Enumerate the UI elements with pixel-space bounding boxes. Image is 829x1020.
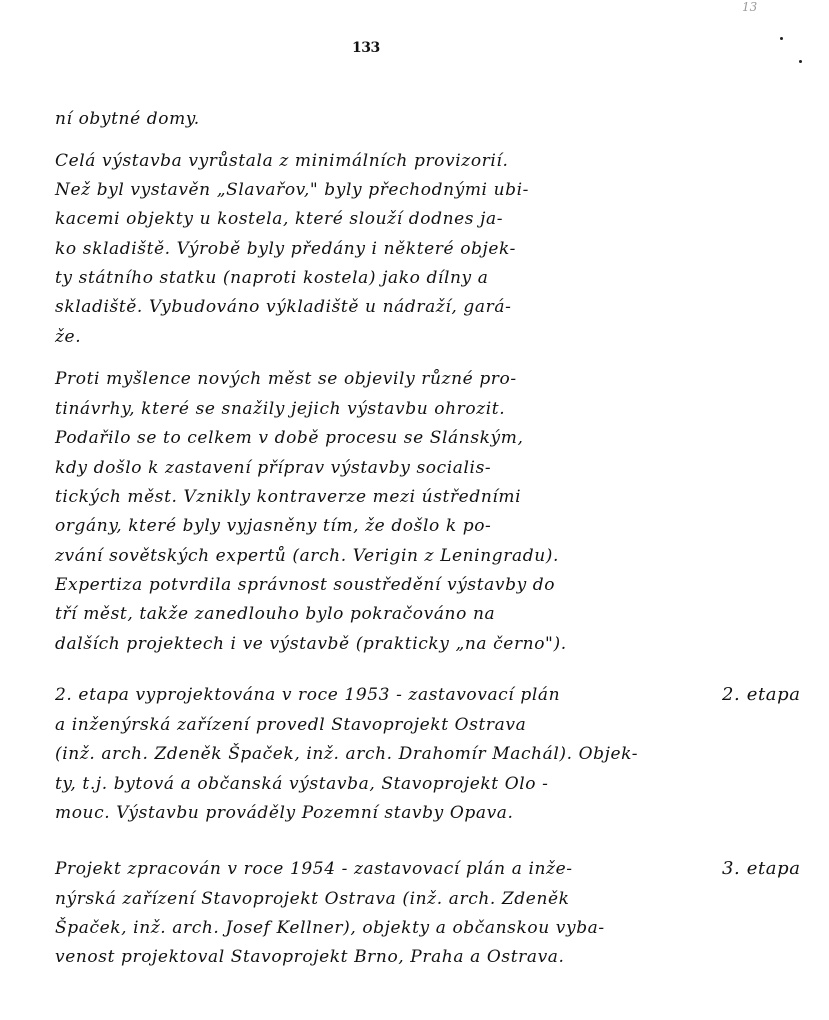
- text-line: Celá výstavba vyrůstala z minimálních provizorií.: [55, 151, 509, 171]
- text-line: ty státního statku (naproti kostela) jako dílny a: [55, 268, 489, 288]
- text-line: dalších projektech i ve výstavbě (prakticky „na černo").: [55, 634, 567, 654]
- text-line: Expertiza potvrdila správnost soustředění výstavby do: [55, 575, 556, 595]
- text-line: kdy došlo k zastavení příprav výstavby socialis-: [55, 458, 492, 478]
- speck-dot: [780, 37, 783, 40]
- text-line: Proti myšlence nových měst se objevily různé pro-: [55, 369, 517, 389]
- text-line: a inženýrská zařízení provedl Stavoprojekt Ostrava: [55, 715, 527, 735]
- text-line: 2. etapa vyprojektována v roce 1953 - zastavovací plán: [55, 685, 561, 705]
- text-line: zvání sovětských expertů (arch. Verigin z Leningradu).: [55, 546, 559, 566]
- text-line: Špaček, inž. arch. Josef Kellner), objekty a občanskou vyba-: [55, 918, 605, 938]
- text-line: Podařilo se to celkem v době procesu se Slánským,: [55, 428, 524, 448]
- text-line: kacemi objekty u kostela, které slouží dodnes ja-: [55, 209, 504, 229]
- text-line: mouc. Výstavbu prováděly Pozemní stavby Opava.: [55, 803, 514, 823]
- text-line: orgány, které byly vyjasněny tím, že došlo k po-: [55, 516, 492, 536]
- text-line: nýrská zařízení Stavoprojekt Ostrava (inž. arch. Zdeněk: [55, 889, 570, 909]
- text-line: Než byl vystavěn „Slavařov," byly přechodnými ubi-: [55, 180, 529, 200]
- text-line: skladiště. Vybudováno výkladiště u nádraží, gará-: [55, 297, 512, 317]
- text-line: venost projektoval Stavoprojekt Brno, Praha a Ostrava.: [55, 947, 565, 967]
- page-number: 133: [352, 40, 380, 56]
- text-line: že.: [55, 327, 82, 347]
- speck-dot: [799, 60, 802, 63]
- corner-page-mark: 13: [742, 0, 758, 14]
- text-line: ty, t.j. bytová a občanská výstavba, Stavoprojekt Olo -: [55, 774, 549, 794]
- margin-note-stage-3: 3. etapa: [722, 858, 801, 879]
- text-line: tických měst. Vznikly kontraverze mezi ústředními: [55, 487, 522, 507]
- text-line: tří měst, takže zanedlouho bylo pokračováno na: [55, 604, 496, 624]
- text-line: ní obytné domy.: [55, 109, 200, 129]
- margin-note-stage-2: 2. etapa: [722, 684, 801, 705]
- text-line: tinávrhy, které se snažily jejich výstavbu ohrozit.: [55, 399, 506, 419]
- text-line: (inž. arch. Zdeněk Špaček, inž. arch. Drahomír Machál). Objek-: [55, 744, 639, 764]
- text-line: ko skladiště. Výrobě byly předány i některé objek-: [55, 239, 516, 259]
- text-line: Projekt zpracován v roce 1954 - zastavovací plán a inže-: [55, 859, 573, 879]
